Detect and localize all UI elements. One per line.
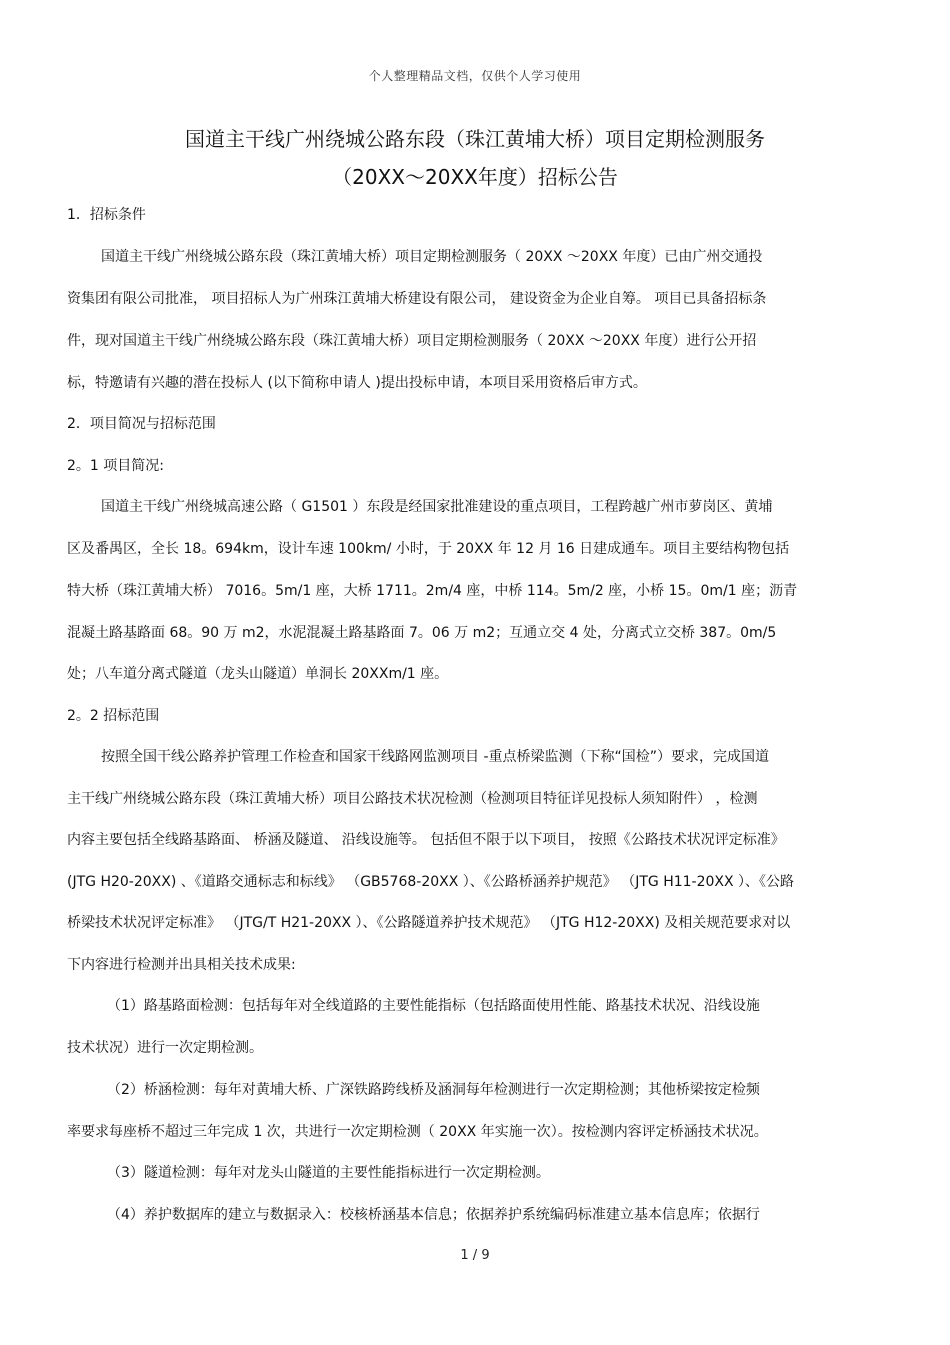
section-heading: 2．项目简况与招标范围 xyxy=(67,416,216,432)
body-line: 件，现对国道主干线广州绕城公路东段（珠江黄埔大桥）项目定期检测服务（ 20XX ～20XX 年度）进行公开招 xyxy=(67,333,757,349)
body-line: 处；八车道分离式隧道（龙头山隧道）单洞长 20XXm/1 座。 xyxy=(67,666,449,682)
body-line: 标，特邀请有兴趣的潜在投标人 (以下简称申请人 )提出投标申请，本项目采用资格后审方式。 xyxy=(67,375,647,391)
body-line: 国道主干线广州绕城高速公路（ G1501 ）东段是经国家批准建设的重点项目，工程跨越广州市萝岗区、黄埔 xyxy=(101,499,773,515)
body-line: 桥梁技术状况评定标准》 （JTG/T H21-20XX ）、《公路隧道养护技术规范》 （JTG H12-20XX) 及相关规范要求对以 xyxy=(67,915,791,931)
body-line: (JTG H20-20XX) 、《道路交通标志和标线》 （GB5768-20XX ）、《公路桥涵养护规范》 （JTG H11-20XX ）、《公路 xyxy=(67,874,795,890)
body-line: 按照全国干线公路养护管理工作检查和国家干线路网监测项目 -重点桥梁监测（下称“国检”）要求，完成国道 xyxy=(101,749,770,765)
body-line: 率要求每座桥不超过三年完成 1 次，共进行一次定期检测（ 20XX 年实施一次）。按检测内容评定桥涵技术状况。 xyxy=(67,1124,768,1140)
body-line: 国道主干线广州绕城公路东段（珠江黄埔大桥）项目定期检测服务（ 20XX ～20XX 年度）已由广州交通投 xyxy=(101,249,763,265)
body-line: 技术状况）进行一次定期检测。 xyxy=(67,1040,263,1056)
body-line: 区及番禺区，全长 18。694km，设计车速 100km/ 小时，于 20XX 年 12 月 16 日建成通车。项目主要结构物包括 xyxy=(67,541,790,557)
subsection-heading: 2。1 项目简况: xyxy=(67,458,164,474)
list-item: （3）隧道检测：每年对龙头山隧道的主要性能指标进行一次定期检测。 xyxy=(107,1165,550,1181)
subsection-heading: 2。2 招标范围 xyxy=(67,708,160,724)
list-item: （2）桥涵检测：每年对黄埔大桥、广深铁路跨线桥及涵洞每年检测进行一次定期检测；其他桥梁按定检频 xyxy=(107,1082,760,1098)
body-line: 内容主要包括全线路基路面、 桥涵及隧道、 沿线设施等。 包括但不限于以下项目， 按照《公路技术状况评定标准》 xyxy=(67,832,785,848)
page-number: 1 / 9 xyxy=(460,1248,490,1263)
body-line: 资集团有限公司批准， 项目招标人为广州珠江黄埔大桥建设有限公司， 建设资金为企业自筹。 项目已具备招标条 xyxy=(67,291,767,307)
list-item: （1）路基路面检测：包括每年对全线道路的主要性能指标（包括路面使用性能、路基技术状况、沿线设施 xyxy=(107,998,760,1014)
section-heading: 1．招标条件 xyxy=(67,207,146,223)
body-line: 主干线广州绕城公路东段（珠江黄埔大桥）项目公路技术状况检测（检测项目特征详见投标人须知附件） ，检测 xyxy=(67,791,758,807)
document-title-line-2: （20XX～20XX年度）招标公告 xyxy=(332,165,618,189)
header-note: 个人整理精品文档，仅供个人学习使用 xyxy=(368,69,582,83)
document-title-line-1: 国道主干线广州绕城公路东段（珠江黄埔大桥）项目定期检测服务 xyxy=(185,127,765,151)
body-line: 特大桥（珠江黄埔大桥） 7016。5m/1 座，大桥 1711。2m/4 座，中桥 114。5m/2 座，小桥 15。0m/1 座；沥青 xyxy=(67,583,798,599)
list-item: （4）养护数据库的建立与数据录入：校核桥涵基本信息；依据养护系统编码标准建立基本信息库；依据行 xyxy=(107,1207,760,1223)
body-line: 混凝土路基路面 68。90 万 m2，水泥混凝土路基路面 7。06 万 m2；互通立交 4 处，分离式立交桥 387。0m/5 xyxy=(67,625,777,641)
body-line: 下内容进行检测并出具相关技术成果: xyxy=(67,957,296,973)
